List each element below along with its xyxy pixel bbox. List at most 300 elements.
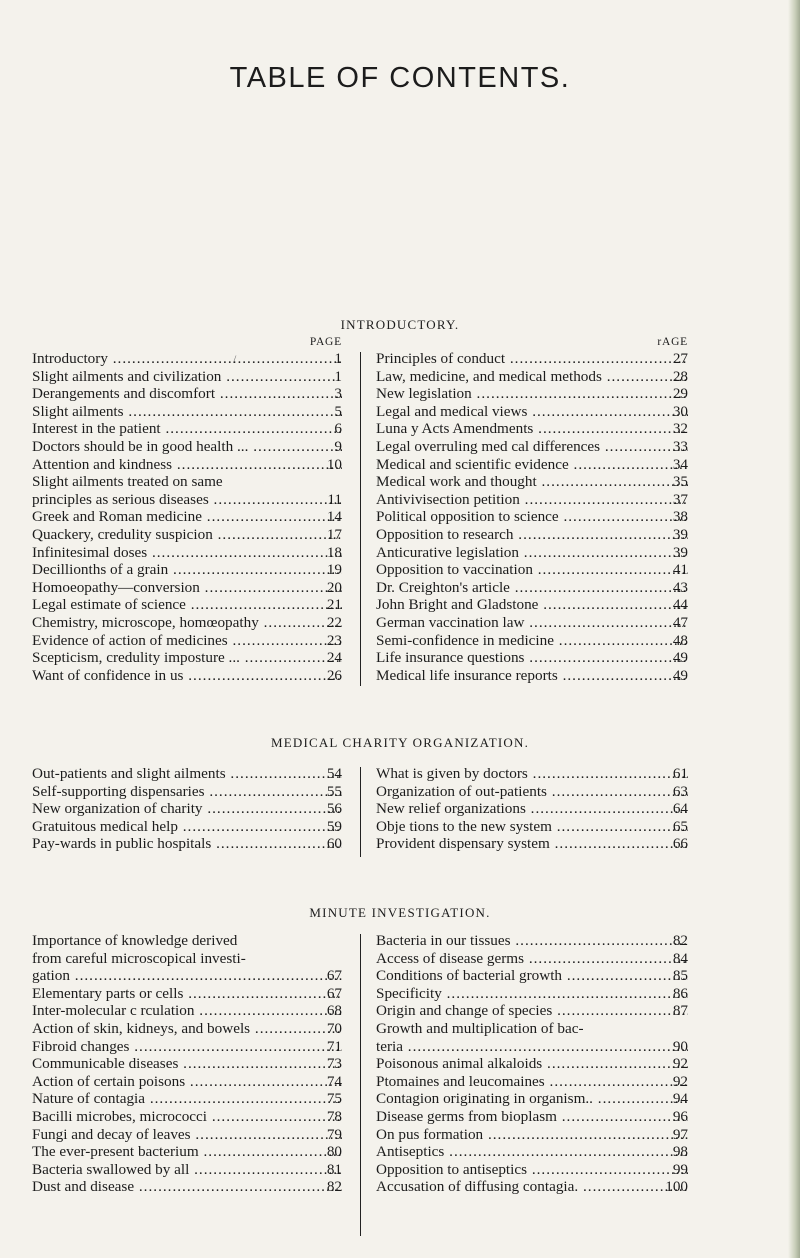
toc-entry-text [376, 456, 688, 474]
toc-entry-label: On pus formation [376, 1125, 484, 1143]
toc-entry [32, 403, 342, 421]
toc-page-number: 100 [665, 1178, 688, 1196]
section-title-medical-charity: MEDICAL CHARITY ORGANIZATION. [270, 735, 530, 750]
toc-entry [376, 596, 688, 614]
toc-page-number: 61 [672, 765, 688, 782]
leader-dots [444, 1143, 688, 1160]
toc-page-number: 75 [326, 1090, 342, 1108]
toc-entry-text [32, 967, 342, 985]
toc-entry-text [32, 765, 342, 783]
toc-entry [32, 1108, 342, 1126]
toc-entry-text [376, 649, 688, 667]
toc-entry-text [32, 403, 342, 421]
toc-entry [376, 350, 688, 368]
toc-entry-label: from careful microscopical investi- [32, 949, 246, 967]
toc-entry-text [376, 403, 688, 421]
toc-entry-text [376, 932, 688, 950]
toc-entry [376, 818, 688, 836]
toc-page-number: 35 [672, 473, 688, 491]
toc-entry-text [32, 491, 342, 509]
toc-page-number: 30 [672, 402, 688, 420]
toc-entry-text [376, 614, 688, 632]
toc-page-number: 55 [326, 782, 342, 800]
toc-entry-label: German vaccination law [376, 613, 525, 631]
toc-entry-label: Communicable diseases [32, 1055, 179, 1073]
toc-entry [32, 649, 342, 667]
toc-page-number: 47 [672, 613, 688, 631]
toc-entry-label: Anticurative legislation [376, 543, 519, 561]
toc-entry [376, 967, 688, 985]
toc-entry-label: Legal and medical views [376, 402, 528, 420]
toc-entry-label: John Bright and Gladstone [376, 596, 539, 614]
toc-entry-text [376, 1161, 688, 1179]
toc-entry-label: Ptomaines and leucomaines [376, 1072, 545, 1090]
toc-entry-label: Gratuitous medical help [32, 817, 178, 835]
toc-entry-label: gation [32, 967, 70, 985]
toc-entry-label: Growth and multiplication of bac- [376, 1019, 584, 1037]
toc-page-number: 74 [326, 1072, 342, 1090]
toc-entry-label: Luna y Acts Amendments [376, 420, 534, 438]
toc-entry [32, 614, 342, 632]
toc-entry [376, 950, 688, 968]
toc-entry-label: Legal overruling med cal differences [376, 437, 601, 455]
leader-dots [472, 385, 688, 402]
toc-entry-text [32, 438, 342, 456]
toc-entry-label: Importance of knowledge derived [32, 932, 238, 949]
toc-entry [376, 1090, 688, 1108]
toc-page-number: 78 [326, 1107, 342, 1125]
toc-page-number: 96 [672, 1107, 688, 1125]
toc-entry [376, 473, 688, 491]
toc-entry-text [376, 667, 688, 685]
toc-entry [32, 800, 342, 818]
toc-entry-text [32, 1090, 342, 1108]
toc-page-number: 70 [326, 1019, 342, 1037]
toc-entry-label: New organization of charity [32, 800, 203, 818]
toc-entry [376, 579, 688, 597]
toc-entry-text [376, 1038, 688, 1056]
toc-entry-label: Homoeopathy—conversion [32, 578, 200, 596]
toc-entry-text [32, 420, 342, 438]
toc-entry-text [376, 438, 688, 456]
toc-entry-text [32, 632, 342, 650]
toc-entry [376, 491, 688, 509]
toc-entry-text [32, 473, 342, 491]
toc-page-number: 29 [672, 385, 688, 403]
toc-entry-text [376, 1020, 688, 1038]
toc-entry [32, 420, 342, 438]
toc-entry [376, 1055, 688, 1073]
section-2-right-column [376, 932, 688, 1196]
toc-page-number: 43 [672, 578, 688, 596]
toc-entry [376, 1143, 688, 1161]
toc-page-number: 1 [334, 367, 342, 385]
toc-entry-label: Antivivisection petition [376, 490, 520, 508]
toc-entry-text [32, 1126, 342, 1144]
toc-entry [32, 438, 342, 456]
toc-entry [32, 818, 342, 836]
toc-page-number: 82 [326, 1178, 342, 1196]
toc-entry-label: Decillionths of a grain [32, 561, 169, 579]
toc-page-number: 49 [672, 649, 688, 667]
toc-entry-text [32, 1002, 342, 1020]
page-edge-shadow [788, 0, 800, 1258]
toc-entry-label: Access of disease germs [376, 949, 525, 967]
toc-entry-label: Opposition to research [376, 525, 514, 543]
toc-entry [376, 1002, 688, 1020]
toc-page-number: 65 [672, 817, 688, 835]
toc-page-number: 11 [327, 490, 342, 508]
toc-page-number: 21 [326, 596, 342, 614]
toc-entry-label: Life insurance questions [376, 649, 525, 667]
toc-entry-text [32, 561, 342, 579]
toc-entry [376, 508, 688, 526]
toc-entry-text [376, 765, 688, 783]
toc-entry [32, 1002, 342, 1020]
toc-entry-text [376, 783, 688, 801]
toc-page-number: 85 [672, 967, 688, 985]
toc-entry-label: The ever-present bacterium [32, 1143, 199, 1161]
toc-entry-text [32, 1038, 342, 1056]
toc-entry-label: Bacteria in our tissues [376, 932, 511, 949]
toc-page-number: 34 [672, 455, 688, 473]
toc-entry-text [32, 1020, 342, 1038]
toc-page-number: 28 [672, 367, 688, 385]
toc-entry [32, 1055, 342, 1073]
toc-page-number: 20 [326, 578, 342, 596]
toc-entry-text [376, 1143, 688, 1161]
toc-page-number: 86 [672, 984, 688, 1002]
toc-page-number: 32 [672, 420, 688, 438]
toc-entry [32, 932, 342, 985]
toc-page-number: 39 [672, 525, 688, 543]
toc-page-number: 18 [326, 543, 342, 561]
toc-entry-text [32, 596, 342, 614]
toc-entry [32, 508, 342, 526]
toc-entry-text [32, 544, 342, 562]
toc-page-number: 26 [326, 666, 342, 684]
toc-entry-label: Chemistry, microscope, homœopathy [32, 613, 259, 631]
toc-entry-text [32, 667, 342, 685]
toc-entry-text [32, 835, 342, 853]
section-1-left-column [32, 765, 342, 853]
toc-entry-label: Nature of contagia [32, 1090, 146, 1108]
toc-page-number: 59 [326, 817, 342, 835]
toc-entry-label: Medical and scientific evidence [376, 455, 569, 473]
toc-entry [376, 835, 688, 853]
toc-page-number: 97 [672, 1125, 688, 1143]
toc-entry-label: Introductory [32, 350, 108, 367]
toc-entry [376, 385, 688, 403]
page-header: PAGE [309, 336, 342, 348]
toc-entry-text [376, 508, 688, 526]
toc-page-number: 87 [672, 1002, 688, 1020]
toc-entry [376, 649, 688, 667]
toc-entry [376, 632, 688, 650]
toc-entry-label: Quackery, credulity suspicion [32, 525, 213, 543]
toc-entry-label: Scepticism, credulity imposture ... [32, 649, 240, 667]
toc-entry-text [376, 1073, 688, 1091]
toc-entry [32, 1178, 342, 1196]
section-1-right-column [376, 765, 688, 853]
column-divider [360, 934, 361, 1236]
toc-page-number: 63 [672, 782, 688, 800]
toc-page-number: 17 [326, 525, 342, 543]
toc-page-number: 99 [672, 1160, 688, 1178]
toc-entry-label: Medical life insurance reports [376, 666, 558, 684]
toc-entry-text [32, 932, 342, 950]
toc-page-number: 80 [326, 1143, 342, 1161]
toc-entry [376, 1108, 688, 1126]
toc-entry [32, 544, 342, 562]
section-0-right-column [376, 334, 688, 684]
toc-entry-text [376, 350, 688, 368]
toc-page-number: 64 [672, 800, 688, 818]
toc-entry [376, 1073, 688, 1091]
toc-entry-label: Slight ailments and civilization [32, 367, 222, 385]
stray-mark: / [233, 352, 237, 366]
toc-entry-label: Origin and change of species [376, 1002, 553, 1020]
toc-entry-label: Self-supporting dispensaries [32, 782, 205, 800]
toc-entry-text [32, 385, 342, 403]
toc-entry-text [32, 456, 342, 474]
leader-dots [134, 1178, 342, 1195]
toc-entry-label: Legal estimate of science [32, 596, 186, 614]
toc-entry [32, 368, 342, 386]
toc-entry [32, 561, 342, 579]
toc-page-number: 73 [326, 1055, 342, 1073]
toc-entry-label: Opposition to antiseptics [376, 1160, 528, 1178]
toc-entry-label: New relief organizations [376, 800, 526, 818]
toc-entry-text [32, 1161, 342, 1179]
toc-entry-text [32, 800, 342, 818]
toc-page-number: 54 [326, 765, 342, 782]
toc-entry-label: Bacilli microbes, micrococci [32, 1107, 208, 1125]
toc-entry-label: What is given by doctors [376, 765, 528, 782]
toc-entry [32, 632, 342, 650]
toc-page-number: 79 [326, 1125, 342, 1143]
toc-entry-label: Elementary parts or cells [32, 984, 184, 1002]
toc-entry-text [376, 1055, 688, 1073]
toc-entry-label: Semi-confidence in medicine [376, 631, 554, 649]
section-title-minute-investigation: MINUTE INVESTIGATION. [309, 905, 491, 920]
toc-entry-text [376, 800, 688, 818]
toc-entry-label: Disease germs from bioplasm [376, 1107, 557, 1125]
toc-entry-label: Political opposition to science [376, 508, 559, 526]
toc-entry-text [376, 967, 688, 985]
toc-entry [376, 1126, 688, 1144]
toc-entry [376, 932, 688, 950]
toc-page-number: 49 [672, 666, 688, 684]
toc-entry-text [376, 835, 688, 853]
toc-entry [376, 456, 688, 474]
toc-entry-text [376, 473, 688, 491]
toc-page-number: 94 [672, 1090, 688, 1108]
toc-page-number: 41 [672, 561, 688, 579]
toc-entry-text [376, 561, 688, 579]
toc-page-number: 9 [334, 437, 342, 455]
page-header: rAGE [657, 336, 688, 348]
column-divider [360, 767, 361, 857]
toc-entry-text [32, 350, 342, 368]
toc-entry-label: Evidence of action of medicines [32, 631, 228, 649]
toc-page-number: 27 [672, 350, 688, 367]
toc-entry-label: Bacteria swallowed by all [32, 1160, 190, 1178]
toc-entry [376, 667, 688, 685]
toc-page-number: 81 [326, 1160, 342, 1178]
toc-entry-text [32, 985, 342, 1003]
toc-page-number: 14 [326, 508, 342, 526]
toc-entry-label: Want of confidence in us [32, 666, 184, 684]
toc-entry-text [376, 950, 688, 968]
toc-entry-label: Doctors should be in good health ... [32, 437, 249, 455]
toc-entry-text [32, 818, 342, 836]
toc-page-number: 92 [672, 1072, 688, 1090]
toc-entry-label: Greek and Roman medicine [32, 508, 202, 526]
toc-page-number: 92 [672, 1055, 688, 1073]
section-title-introductory: INTRODUCTORY. [340, 317, 460, 332]
toc-entry [32, 1090, 342, 1108]
toc-entry-label: Interest in the patient [32, 420, 161, 438]
toc-entry-text [376, 1090, 688, 1108]
toc-entry [32, 385, 342, 403]
toc-entry-label: Contagion originating in organism.. [376, 1090, 593, 1108]
section-2-left-column [32, 932, 342, 1196]
leader-dots [124, 403, 342, 420]
toc-entry [376, 1161, 688, 1179]
toc-page-number: 24 [326, 649, 342, 667]
toc-entry-text [376, 632, 688, 650]
toc-entry [32, 1143, 342, 1161]
toc-entry-label: New legislation [376, 385, 472, 403]
toc-entry [32, 835, 342, 853]
toc-entry [376, 800, 688, 818]
toc-entry-text [376, 1178, 688, 1196]
toc-entry-text [32, 783, 342, 801]
toc-page-number: 56 [326, 800, 342, 818]
toc-page-number: 66 [672, 835, 688, 853]
toc-entry [32, 1161, 342, 1179]
toc-entry-text [32, 508, 342, 526]
toc-entry-label: Slight ailments [32, 402, 124, 420]
toc-page-number: 10 [326, 455, 342, 473]
toc-entry-text [376, 1002, 688, 1020]
toc-entry [376, 420, 688, 438]
toc-entry-label: Medical work and thought [376, 473, 537, 491]
leader-dots [403, 1038, 688, 1055]
toc-entry [32, 985, 342, 1003]
toc-entry [376, 1178, 688, 1196]
toc-entry-label: Poisonous animal alkaloids [376, 1055, 543, 1073]
toc-entry-label: Provident dispensary system [376, 835, 550, 853]
page-title: TABLE OF CONTENTS. [229, 62, 571, 94]
toc-entry [32, 350, 342, 368]
toc-entry [32, 456, 342, 474]
toc-entry [376, 614, 688, 632]
toc-entry-text [376, 1126, 688, 1144]
toc-page-number: 5 [334, 402, 342, 420]
leader-dots [129, 1038, 342, 1055]
toc-entry-label: Out-patients and slight ailments [32, 765, 226, 782]
toc-entry-label: Fibroid changes [32, 1037, 130, 1055]
toc-page-number: 67 [326, 984, 342, 1002]
toc-page-number: 67 [326, 967, 342, 985]
toc-entry-label: Conditions of bacterial growth [376, 967, 563, 985]
toc-page-number: 84 [672, 949, 688, 967]
toc-entry-text [376, 596, 688, 614]
toc-entry-label: Dr. Creighton's article [376, 578, 510, 596]
toc-entry-text [32, 1073, 342, 1091]
section-0-left-column [32, 334, 342, 684]
toc-entry-label: Attention and kindness [32, 455, 173, 473]
toc-page-number: 39 [672, 543, 688, 561]
toc-page-number: 33 [672, 437, 688, 455]
toc-page-number: 38 [672, 508, 688, 526]
toc-page-number: 1 [334, 350, 342, 367]
toc-entry-label: Inter-molecular c rculation [32, 1002, 195, 1020]
toc-entry-text [376, 818, 688, 836]
toc-entry [376, 985, 688, 1003]
toc-page-number: 3 [334, 385, 342, 403]
toc-page-number: 22 [326, 613, 342, 631]
toc-entry [376, 783, 688, 801]
toc-entry-label: Action of certain poisons [32, 1072, 186, 1090]
toc-page-number: 44 [672, 596, 688, 614]
toc-entry [376, 765, 688, 783]
toc-entry-label: Opposition to vaccination [376, 561, 533, 579]
toc-entry-text [376, 526, 688, 544]
toc-entry-text [376, 385, 688, 403]
toc-entry [376, 1020, 688, 1055]
toc-entry-text [32, 1143, 342, 1161]
toc-entry-label: Law, medicine, and medical methods [376, 367, 602, 385]
toc-entry [32, 579, 342, 597]
toc-entry-text [32, 1178, 342, 1196]
toc-entry-text [32, 579, 342, 597]
toc-page-number: 71 [326, 1037, 342, 1055]
toc-entry-label: Fungi and decay of leaves [32, 1125, 191, 1143]
toc-entry-label: teria [376, 1037, 403, 1055]
toc-entry [32, 1126, 342, 1144]
toc-entry [376, 561, 688, 579]
toc-entry [376, 526, 688, 544]
toc-entry-text [32, 950, 342, 968]
toc-entry [32, 1073, 342, 1091]
toc-entry [32, 596, 342, 614]
toc-page-number: 82 [672, 932, 688, 949]
toc-page-number: 98 [672, 1143, 688, 1161]
toc-entry [376, 544, 688, 562]
toc-entry [32, 667, 342, 685]
toc-entry [32, 1020, 342, 1038]
toc-entry-label: Specificity [376, 984, 442, 1002]
toc-page-number: 19 [326, 561, 342, 579]
toc-entry-label: Pay-wards in public hospitals [32, 835, 212, 853]
toc-entry-text [32, 526, 342, 544]
toc-entry-text [376, 544, 688, 562]
toc-entry-label: Principles of conduct [376, 350, 506, 367]
toc-page-number: 48 [672, 631, 688, 649]
toc-entry [32, 765, 342, 783]
toc-entry [376, 403, 688, 421]
toc-entry-text [376, 491, 688, 509]
toc-page-number: 23 [326, 631, 342, 649]
toc-entry-label: Slight ailments treated on same [32, 473, 223, 491]
toc-entry-text [376, 1108, 688, 1126]
toc-entry-label: Infinitesimal doses [32, 543, 148, 561]
leader-dots [70, 967, 342, 984]
toc-entry [376, 368, 688, 386]
